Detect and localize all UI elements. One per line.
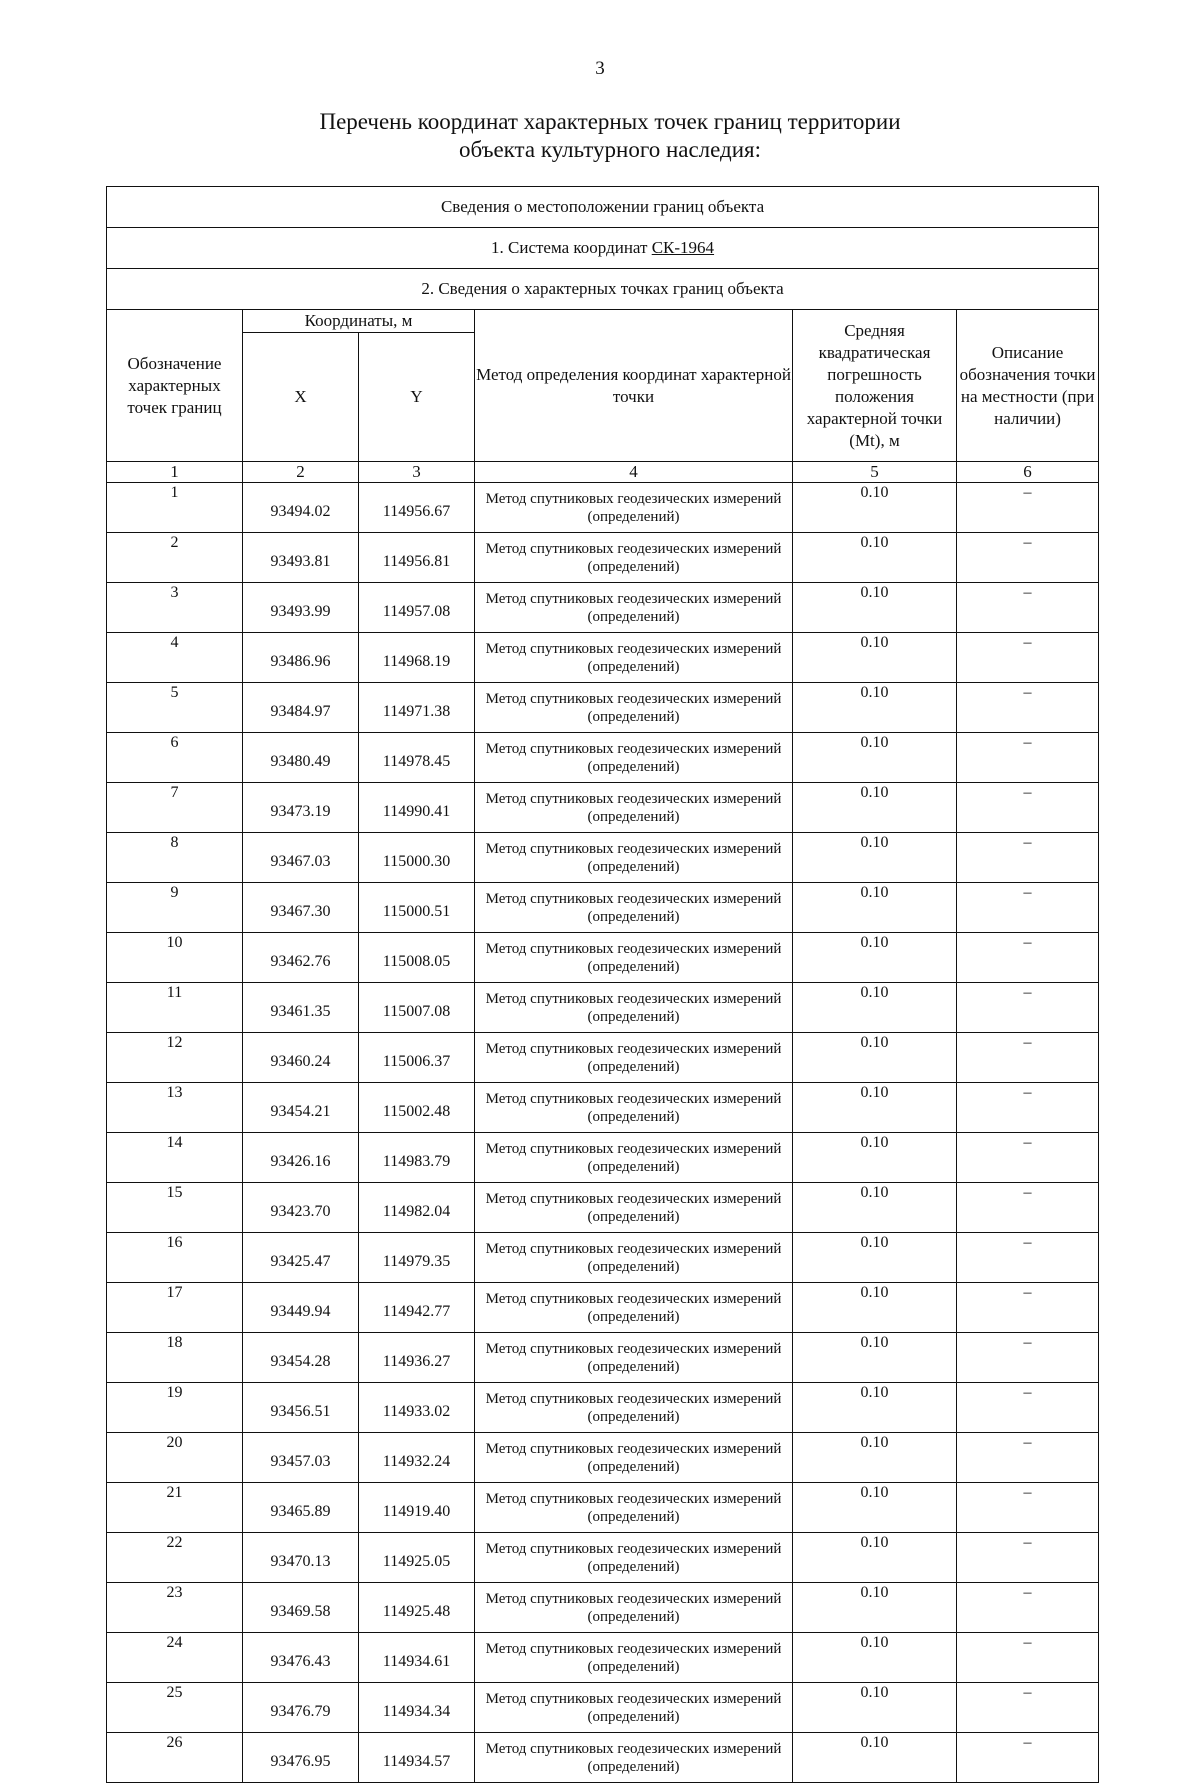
header-error: Средняя квадратическая погрешность положения характерной точки (Mt), м [793, 310, 957, 462]
title-line-1: Перечень координат характерных точек границ территории [319, 109, 901, 134]
column-number: 3 [359, 462, 475, 483]
method-cell: Метод спутниковых геодезических измерений (определений) [475, 1433, 793, 1483]
error-cell: 0.10 [793, 783, 957, 833]
description-cell: – [957, 1233, 1099, 1283]
table-row [107, 683, 1099, 733]
coord-system-value: СК-1964 [651, 238, 715, 257]
description-cell: – [957, 1633, 1099, 1683]
column-number: 1 [107, 462, 243, 483]
coordinate-y: 114971.38 [359, 683, 475, 733]
method-cell: Метод спутниковых геодезических измерений (определений) [475, 1183, 793, 1233]
point-number: 11 [107, 983, 243, 1033]
coordinate-x: 93467.03 [243, 833, 359, 883]
point-number: 23 [107, 1583, 243, 1633]
description-cell: – [957, 1333, 1099, 1383]
method-cell: Метод спутниковых геодезических измерений (определений) [475, 833, 793, 883]
point-number: 9 [107, 883, 243, 933]
points-section-title: 2. Сведения о характерных точках границ объекта [107, 269, 1099, 310]
table-row [107, 1183, 1099, 1233]
table-row [107, 1033, 1099, 1083]
coordinate-x: 93425.47 [243, 1233, 359, 1283]
table-row [107, 933, 1099, 983]
error-cell: 0.10 [793, 633, 957, 683]
coordinate-y: 114942.77 [359, 1283, 475, 1333]
error-cell: 0.10 [793, 533, 957, 583]
description-cell: – [957, 1483, 1099, 1533]
coordinate-y: 115006.37 [359, 1033, 475, 1083]
coordinate-y: 115008.05 [359, 933, 475, 983]
method-cell: Метод спутниковых геодезических измерений (определений) [475, 1083, 793, 1133]
coordinate-y: 114933.02 [359, 1383, 475, 1433]
description-cell: – [957, 1283, 1099, 1333]
description-cell: – [957, 1183, 1099, 1233]
point-number: 17 [107, 1283, 243, 1333]
error-cell: 0.10 [793, 583, 957, 633]
description-cell: – [957, 733, 1099, 783]
error-cell: 0.10 [793, 1083, 957, 1133]
point-number: 6 [107, 733, 243, 783]
coordinate-x: 93476.79 [243, 1683, 359, 1733]
description-cell: – [957, 1733, 1099, 1783]
coordinate-x: 93456.51 [243, 1383, 359, 1433]
point-number: 18 [107, 1333, 243, 1383]
method-cell: Метод спутниковых геодезических измерений (определений) [475, 1683, 793, 1733]
description-cell: – [957, 783, 1099, 833]
coordinate-x: 93426.16 [243, 1133, 359, 1183]
coordinate-y: 114968.19 [359, 633, 475, 683]
description-cell: – [957, 1133, 1099, 1183]
table-row [107, 1583, 1099, 1633]
point-number: 12 [107, 1033, 243, 1083]
description-cell: – [957, 1083, 1099, 1133]
page-number: 3 [595, 58, 605, 79]
point-number: 13 [107, 1083, 243, 1133]
table-row [107, 1433, 1099, 1483]
description-cell: – [957, 1433, 1099, 1483]
method-cell: Метод спутниковых геодезических измерений (определений) [475, 533, 793, 583]
description-cell: – [957, 483, 1099, 533]
description-cell: – [957, 933, 1099, 983]
coordinate-y: 115002.48 [359, 1083, 475, 1133]
coordinate-y: 114990.41 [359, 783, 475, 833]
description-cell: – [957, 683, 1099, 733]
error-cell: 0.10 [793, 1283, 957, 1333]
table-row [107, 1533, 1099, 1583]
coordinate-y: 114925.48 [359, 1583, 475, 1633]
point-number: 20 [107, 1433, 243, 1483]
point-number: 8 [107, 833, 243, 883]
error-cell: 0.10 [793, 1183, 957, 1233]
method-cell: Метод спутниковых геодезических измерений (определений) [475, 1483, 793, 1533]
header-y: Y [359, 333, 475, 462]
error-cell: 0.10 [793, 1533, 957, 1583]
coordinate-x: 93480.49 [243, 733, 359, 783]
table-row [107, 1333, 1099, 1383]
coordinate-x: 93461.35 [243, 983, 359, 1033]
method-cell: Метод спутниковых геодезических измерений (определений) [475, 483, 793, 533]
coordinate-y: 114934.57 [359, 1733, 475, 1783]
table-row [107, 583, 1099, 633]
method-cell: Метод спутниковых геодезических измерений (определений) [475, 1533, 793, 1583]
coordinate-y: 114956.81 [359, 533, 475, 583]
method-cell: Метод спутниковых геодезических измерений (определений) [475, 1583, 793, 1633]
error-cell: 0.10 [793, 1383, 957, 1433]
table-row [107, 1133, 1099, 1183]
description-cell: – [957, 833, 1099, 883]
description-cell: – [957, 1033, 1099, 1083]
coordinate-y: 114979.35 [359, 1233, 475, 1283]
error-cell: 0.10 [793, 1583, 957, 1633]
table-row [107, 1633, 1099, 1683]
method-cell: Метод спутниковых геодезических измерений (определений) [475, 633, 793, 683]
error-cell: 0.10 [793, 1683, 957, 1733]
method-cell: Метод спутниковых геодезических измерений (определений) [475, 1233, 793, 1283]
description-cell: – [957, 583, 1099, 633]
coordinate-x: 93469.58 [243, 1583, 359, 1633]
table-row [107, 1233, 1099, 1283]
point-number: 10 [107, 933, 243, 983]
coordinate-x: 93423.70 [243, 1183, 359, 1233]
point-number: 1 [107, 483, 243, 533]
column-number: 6 [957, 462, 1099, 483]
table-row [107, 533, 1099, 583]
header-x: X [243, 333, 359, 462]
method-cell: Метод спутниковых геодезических измерений (определений) [475, 983, 793, 1033]
error-cell: 0.10 [793, 1133, 957, 1183]
header-description: Описание обозначения точки на местности (при наличии) [957, 310, 1099, 462]
point-number: 2 [107, 533, 243, 583]
header-method: Метод определения координат характерной точки [475, 310, 793, 462]
header-coordinates: Координаты, м [243, 310, 475, 333]
point-number: 16 [107, 1233, 243, 1283]
table-row [107, 1083, 1099, 1133]
method-cell: Метод спутниковых геодезических измерений (определений) [475, 1633, 793, 1683]
description-cell: – [957, 1683, 1099, 1733]
method-cell: Метод спутниковых геодезических измерений (определений) [475, 733, 793, 783]
method-cell: Метод спутниковых геодезических измерений (определений) [475, 933, 793, 983]
coordinate-x: 93465.89 [243, 1483, 359, 1533]
section-title: Сведения о местоположении границ объекта [107, 187, 1099, 228]
point-number: 26 [107, 1733, 243, 1783]
coordinate-y: 114956.67 [359, 483, 475, 533]
table-row [107, 983, 1099, 1033]
table-row [107, 1683, 1099, 1733]
coordinate-x: 93484.97 [243, 683, 359, 733]
point-number: 5 [107, 683, 243, 733]
table-row [107, 483, 1099, 533]
coordinate-y: 114934.61 [359, 1633, 475, 1683]
point-number: 4 [107, 633, 243, 683]
point-number: 24 [107, 1633, 243, 1683]
error-cell: 0.10 [793, 833, 957, 883]
error-cell: 0.10 [793, 1033, 957, 1083]
method-cell: Метод спутниковых геодезических измерений (определений) [475, 1383, 793, 1433]
coord-system-label: 1. Система координат [491, 238, 648, 257]
description-cell: – [957, 633, 1099, 683]
table-row [107, 833, 1099, 883]
coordinate-y: 114957.08 [359, 583, 475, 633]
coordinate-x: 93486.96 [243, 633, 359, 683]
coordinate-x: 93462.76 [243, 933, 359, 983]
error-cell: 0.10 [793, 1633, 957, 1683]
coordinate-y: 114934.34 [359, 1683, 475, 1733]
coordinate-x: 93467.30 [243, 883, 359, 933]
description-cell: – [957, 883, 1099, 933]
coordinate-x: 93494.02 [243, 483, 359, 533]
error-cell: 0.10 [793, 933, 957, 983]
coordinate-y: 114982.04 [359, 1183, 475, 1233]
coordinate-x: 93476.95 [243, 1733, 359, 1783]
coordinate-x: 93473.19 [243, 783, 359, 833]
method-cell: Метод спутниковых геодезических измерений (определений) [475, 683, 793, 733]
coordinate-x: 93457.03 [243, 1433, 359, 1483]
coordinate-x: 93493.81 [243, 533, 359, 583]
column-number: 2 [243, 462, 359, 483]
title-line-2: объекта культурного наследия: [458, 137, 762, 162]
method-cell: Метод спутниковых геодезических измерений (определений) [475, 1033, 793, 1083]
column-number: 4 [475, 462, 793, 483]
table-row [107, 1483, 1099, 1533]
error-cell: 0.10 [793, 683, 957, 733]
coordinate-x: 93454.21 [243, 1083, 359, 1133]
coordinate-y: 115000.51 [359, 883, 475, 933]
point-number: 22 [107, 1533, 243, 1583]
point-number: 7 [107, 783, 243, 833]
error-cell: 0.10 [793, 483, 957, 533]
table-row [107, 733, 1099, 783]
description-cell: – [957, 1383, 1099, 1433]
coordinate-y: 114925.05 [359, 1533, 475, 1583]
method-cell: Метод спутниковых геодезических измерений (определений) [475, 883, 793, 933]
coordinate-y: 114983.79 [359, 1133, 475, 1183]
point-number: 25 [107, 1683, 243, 1733]
method-cell: Метод спутниковых геодезических измерений (определений) [475, 583, 793, 633]
coordinate-y: 115000.30 [359, 833, 475, 883]
coordinate-y: 114932.24 [359, 1433, 475, 1483]
table-row [107, 633, 1099, 683]
method-cell: Метод спутниковых геодезических измерений (определений) [475, 1733, 793, 1783]
error-cell: 0.10 [793, 983, 957, 1033]
method-cell: Метод спутниковых геодезических измерений (определений) [475, 783, 793, 833]
coordinate-x: 93470.13 [243, 1533, 359, 1583]
method-cell: Метод спутниковых геодезических измерений (определений) [475, 1283, 793, 1333]
error-cell: 0.10 [793, 1333, 957, 1383]
description-cell: – [957, 533, 1099, 583]
coordinate-y: 114919.40 [359, 1483, 475, 1533]
document-title [0, 108, 1200, 164]
coordinate-x: 93493.99 [243, 583, 359, 633]
error-cell: 0.10 [793, 1733, 957, 1783]
header-designation: Обозначение характерных точек границ [107, 310, 243, 462]
column-number: 5 [793, 462, 957, 483]
coordinate-system [107, 228, 1099, 269]
error-cell: 0.10 [793, 1433, 957, 1483]
point-number: 3 [107, 583, 243, 633]
coordinates-table [106, 186, 1099, 1783]
coordinate-x: 93460.24 [243, 1033, 359, 1083]
coordinate-x: 93476.43 [243, 1633, 359, 1683]
table-row [107, 783, 1099, 833]
method-cell: Метод спутниковых геодезических измерений (определений) [475, 1133, 793, 1183]
table-row [107, 1733, 1099, 1783]
coordinate-y: 114936.27 [359, 1333, 475, 1383]
error-cell: 0.10 [793, 1233, 957, 1283]
table-row [107, 1283, 1099, 1333]
description-cell: – [957, 1533, 1099, 1583]
error-cell: 0.10 [793, 1483, 957, 1533]
method-cell: Метод спутниковых геодезических измерений (определений) [475, 1333, 793, 1383]
point-number: 19 [107, 1383, 243, 1433]
point-number: 14 [107, 1133, 243, 1183]
error-cell: 0.10 [793, 733, 957, 783]
table-row [107, 883, 1099, 933]
description-cell: – [957, 1583, 1099, 1633]
point-number: 21 [107, 1483, 243, 1533]
coordinate-y: 114978.45 [359, 733, 475, 783]
error-cell: 0.10 [793, 883, 957, 933]
coordinate-y: 115007.08 [359, 983, 475, 1033]
description-cell: – [957, 983, 1099, 1033]
coordinate-x: 93454.28 [243, 1333, 359, 1383]
coordinate-x: 93449.94 [243, 1283, 359, 1333]
table-row [107, 1383, 1099, 1433]
point-number: 15 [107, 1183, 243, 1233]
